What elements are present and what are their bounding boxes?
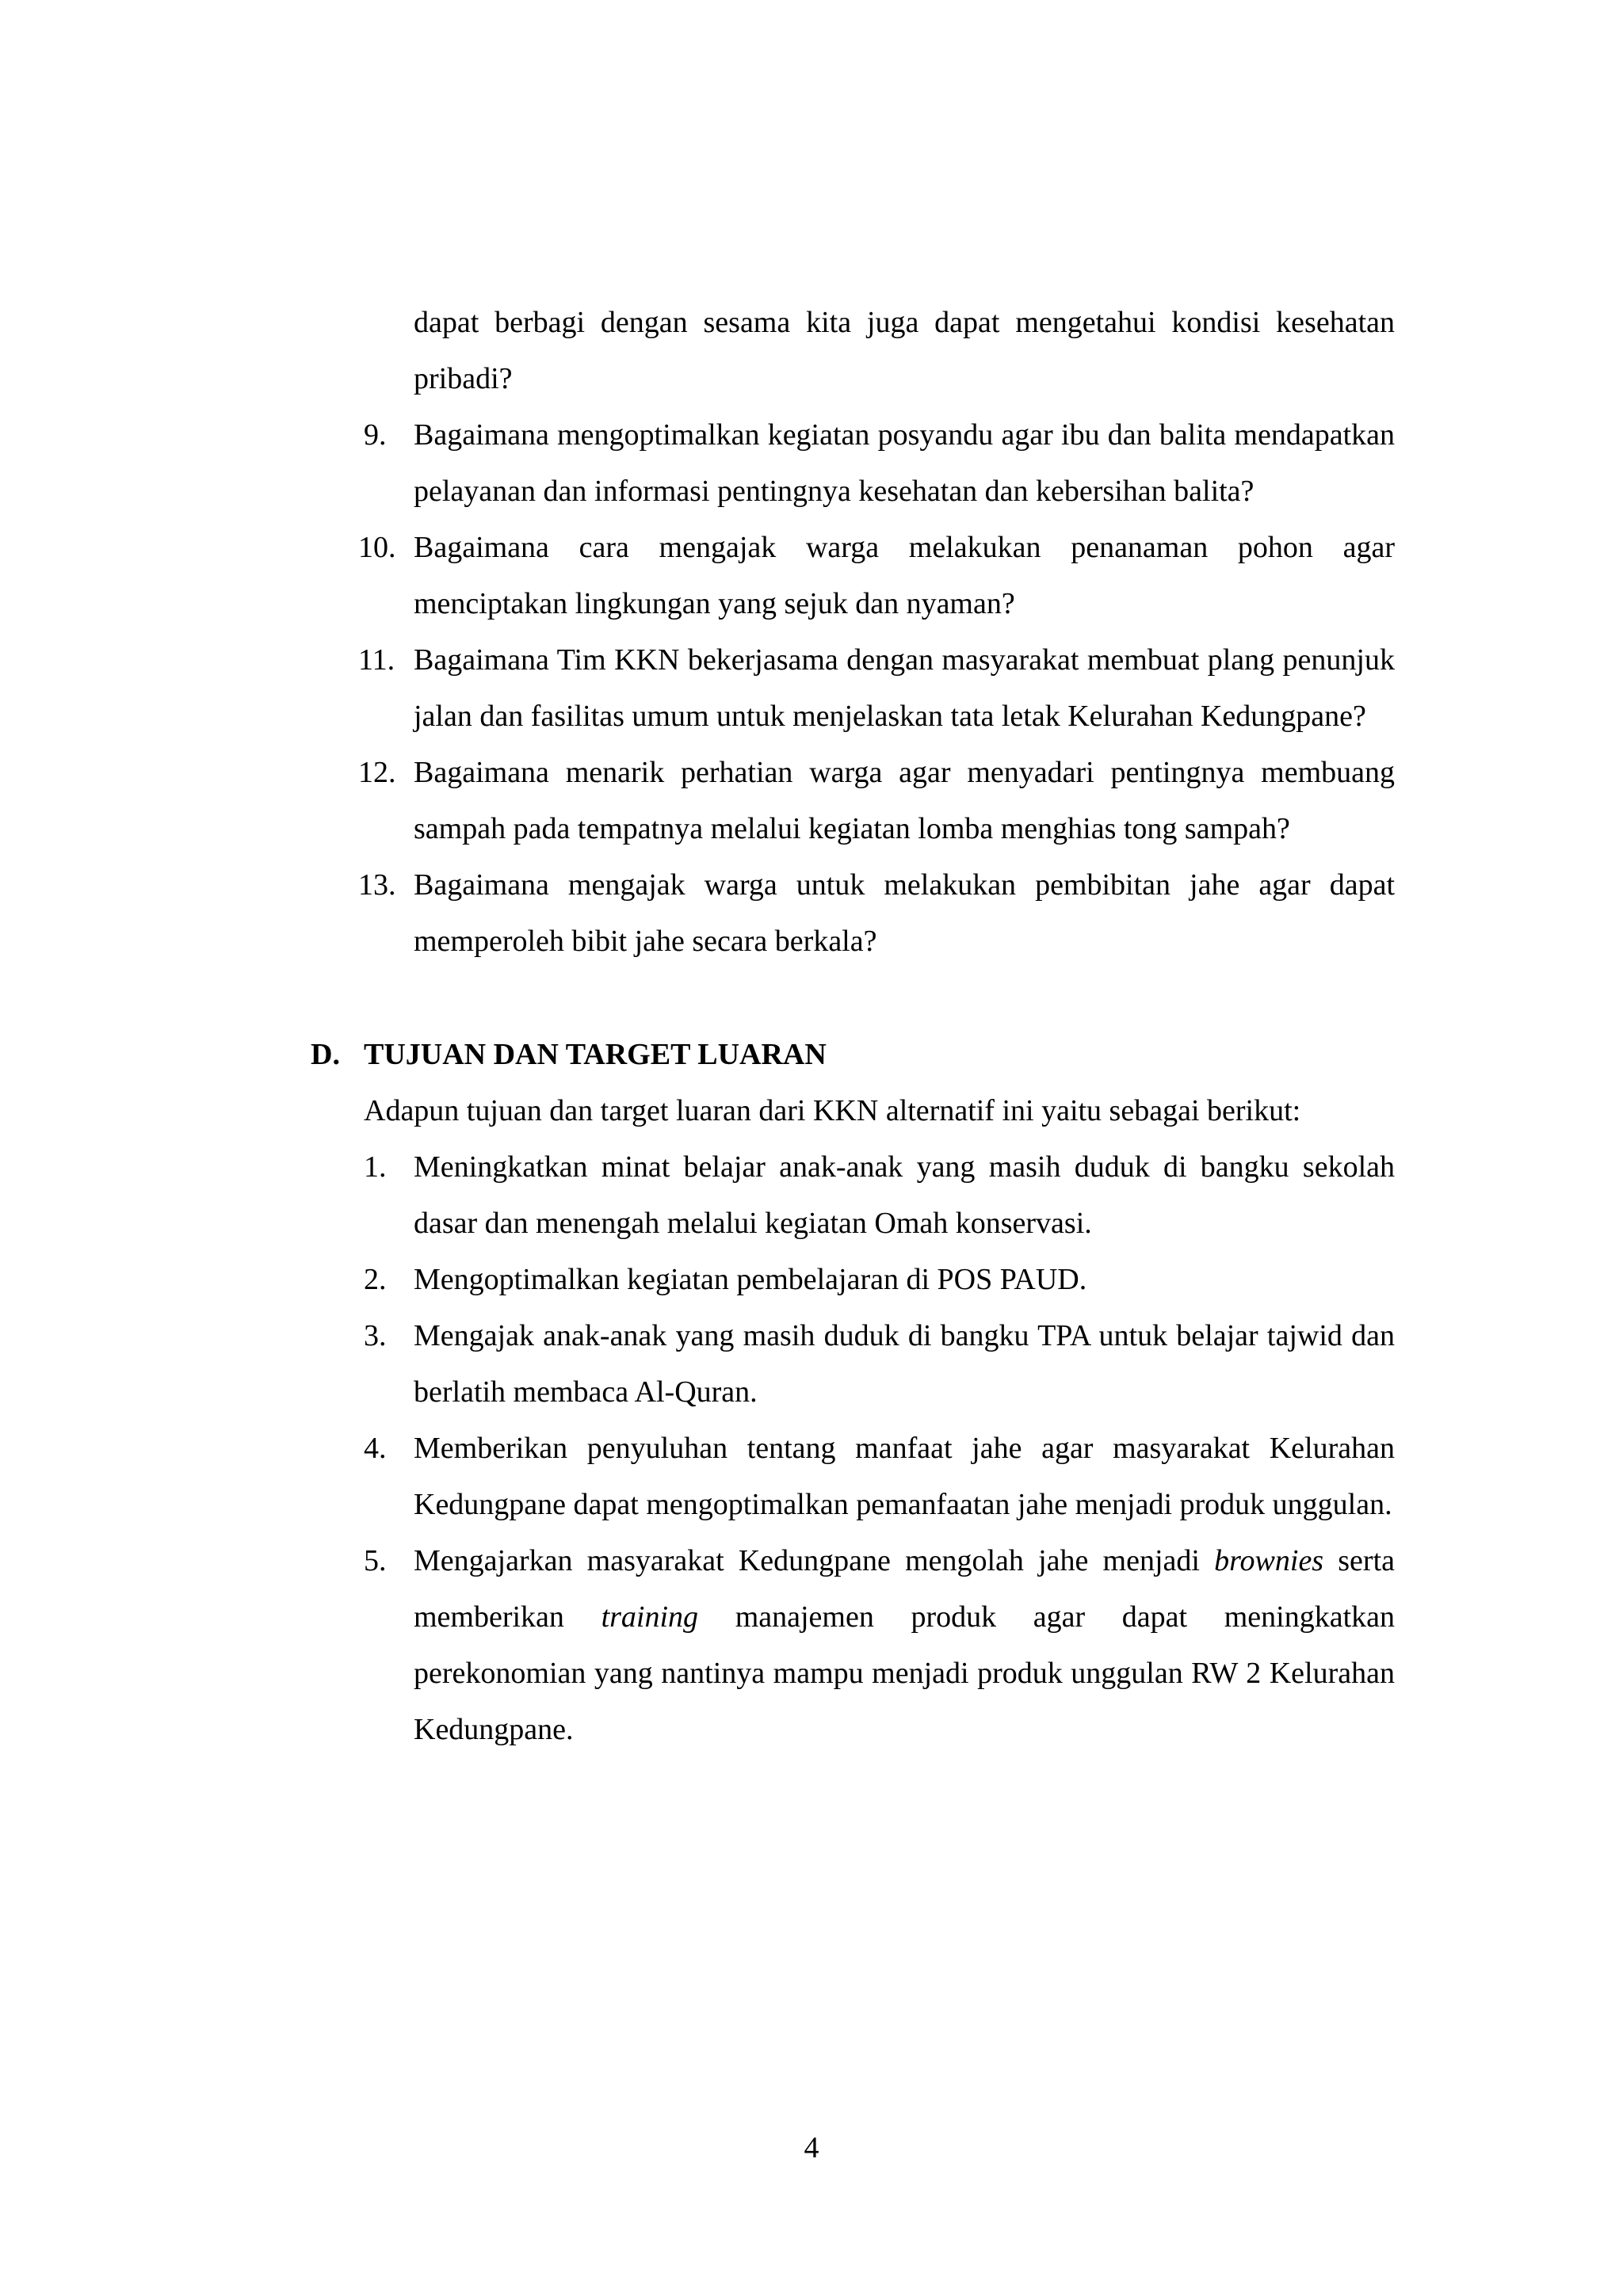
- text-segment: serta memberikan: [414, 1544, 1396, 1634]
- list-item-text: Bagaimana mengoptimalkan kegiatan posyandu agar ibu dan balita mendapatkan pelayanan dan informasi pentingnya kesehatan dan kebersihan balita?: [414, 418, 1395, 508]
- list-item: [311, 1252, 1395, 1308]
- list-item-text: Mengoptimalkan kegiatan pembelajaran di POS PAUD.: [414, 1263, 1087, 1296]
- continuation-paragraph: dapat berbagi dengan sesama kita juga dapat mengetahui kondisi kesehatan pribadi?: [414, 306, 1395, 395]
- text-segment: Mengajarkan masyarakat Kedungpane mengolah jahe menjadi: [414, 1544, 1215, 1577]
- list-item: [311, 520, 1395, 632]
- list-item-number: 10.: [358, 531, 396, 564]
- list-item-text: Bagaimana mengajak warga untuk melakukan pembibitan jahe agar dapat memperoleh bibit jahe secara berkala?: [414, 868, 1395, 958]
- list-item: [311, 1139, 1395, 1252]
- list-item-number: 13.: [358, 868, 396, 902]
- italic-term: brownies: [1214, 1544, 1324, 1577]
- goal-list: [311, 1139, 1395, 1758]
- page-content: [311, 295, 1395, 1758]
- list-item-text: Memberikan penyuluhan tentang manfaat jahe agar masyarakat Kelurahan Kedungpane dapat mengoptimalkan pemanfaatan jahe menjadi produk unggulan.: [414, 1432, 1395, 1521]
- list-item-number: 12.: [358, 756, 396, 789]
- list-item-number: 3.: [364, 1319, 387, 1352]
- list-item-text: Bagaimana Tim KKN bekerjasama dengan masyarakat membuat plang penunjuk jalan dan fasilitas umum untuk menjelaskan tata letak Kelurahan Kedungpane?: [414, 643, 1395, 733]
- list-item-text: Bagaimana menarik perhatian warga agar menyadari pentingnya membuang sampah pada tempatnya melalui kegiatan lomba menghias tong sampah?: [414, 756, 1395, 845]
- section-number: D.: [311, 1038, 340, 1071]
- section-heading: [311, 1027, 1395, 1083]
- list-item: [311, 857, 1395, 970]
- problem-list: [311, 407, 1395, 970]
- list-item: [311, 1533, 1395, 1758]
- list-item-number: 5.: [364, 1544, 387, 1577]
- list-item-number: 4.: [364, 1432, 387, 1465]
- italic-term: training: [601, 1600, 699, 1634]
- page-number: 4: [804, 2131, 819, 2164]
- list-item-number: 11.: [358, 643, 395, 677]
- list-item: [311, 632, 1395, 745]
- list-item-text: [414, 1544, 1395, 1746]
- section-title: TUJUAN DAN TARGET LUARAN: [364, 1038, 827, 1071]
- list-item-number: 9.: [364, 418, 387, 452]
- list-item-number: 1.: [364, 1150, 387, 1184]
- list-item-number: 2.: [364, 1263, 387, 1296]
- text-segment: manajemen produk agar dapat meningkatkan perekonomian yang nantinya mampu menjadi produk unggulan RW 2 Kelurahan Kedungpane.: [414, 1600, 1395, 1746]
- list-item: [311, 1308, 1395, 1421]
- list-item: [311, 407, 1395, 520]
- list-item: [311, 1421, 1395, 1533]
- section-intro: Adapun tujuan dan target luaran dari KKN alternatif ini yaitu sebagai berikut:: [364, 1094, 1301, 1127]
- list-item-text: Mengajak anak-anak yang masih duduk di bangku TPA untuk belajar tajwid dan berlatih membaca Al-Quran.: [414, 1319, 1395, 1409]
- list-item-text: Meningkatkan minat belajar anak-anak yang masih duduk di bangku sekolah dasar dan menengah melalui kegiatan Omah konservasi.: [414, 1150, 1395, 1240]
- list-item-text: Bagaimana cara mengajak warga melakukan penanaman pohon agar menciptakan lingkungan yang sejuk dan nyaman?: [414, 531, 1395, 620]
- list-item: [311, 745, 1395, 857]
